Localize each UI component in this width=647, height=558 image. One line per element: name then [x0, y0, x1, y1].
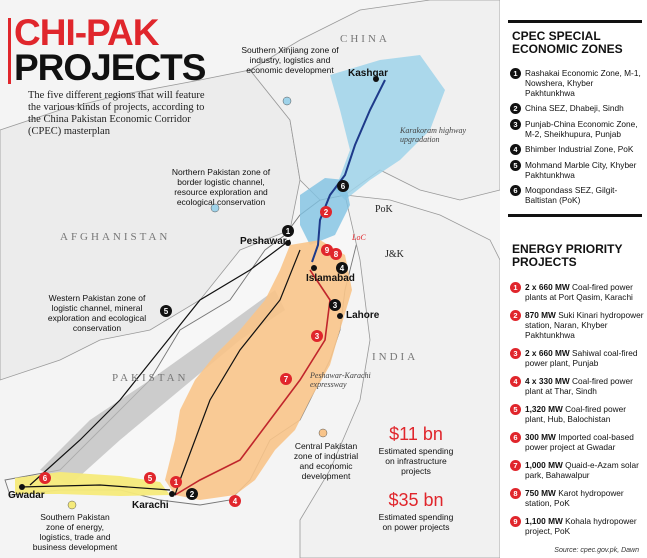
energy-capacity: 300 MW — [525, 432, 556, 442]
spending-label-infra: Estimated spending on infrastructure projects — [378, 446, 454, 476]
sez-item-text: China SEZ, Dhabeji, Sindh — [525, 103, 624, 113]
panel-rule-top — [508, 20, 642, 23]
sez-marker-6 — [337, 180, 349, 192]
energy-item-body — [525, 432, 644, 452]
sez-marker-3 — [329, 299, 341, 311]
note-xinjiang: Southern Xinjiang zone of industry, logistics and economic development — [241, 45, 339, 75]
country-india: INDIA — [372, 351, 419, 363]
note-southern: Southern Pakistan zone of energy, logistics, trade and business development — [32, 512, 118, 552]
energy-item-body — [525, 348, 644, 368]
energy-marker-3 — [311, 330, 323, 342]
sez-number-badge: 2 — [510, 103, 521, 114]
source-note: Source: cpec.gov.pk, Dawn — [554, 547, 639, 554]
spending-amount-power: $35 bn — [388, 490, 444, 510]
svg-text:7: 7 — [283, 375, 289, 384]
city-kashgar: Kashgar — [348, 68, 389, 79]
sez-item — [510, 144, 644, 155]
energy-number-badge: 1 — [510, 282, 521, 293]
energy-number-badge: 2 — [510, 310, 521, 321]
country-afghanistan: AFGHANISTAN — [60, 231, 171, 243]
energy-marker-6 — [39, 472, 51, 484]
note-western: Western Pakistan zone of logistic channel, mineral exploration and ecological conservation — [47, 293, 147, 333]
svg-text:5: 5 — [163, 307, 169, 316]
svg-text:1: 1 — [285, 227, 291, 236]
energy-item-body — [525, 404, 644, 424]
energy-capacity: 2 x 660 MW — [525, 282, 570, 292]
sez-item-text: Moqpondass SEZ, Gilgit-Baltistan (PoK) — [525, 185, 618, 205]
energy-marker-5 — [144, 472, 156, 484]
sez-item-text: Bhimber Industrial Zone, PoK — [525, 144, 634, 154]
svg-text:2: 2 — [189, 490, 195, 499]
energy-number-badge: 8 — [510, 488, 521, 499]
energy-capacity: 870 MW — [525, 310, 556, 320]
spending-label-power: Estimated spending on power projects — [378, 512, 454, 532]
energy-item — [510, 310, 644, 340]
energy-number-badge: 6 — [510, 432, 521, 443]
sez-list — [510, 68, 644, 210]
svg-text:6: 6 — [340, 182, 346, 191]
country-pakistan: PAKISTAN — [112, 372, 189, 384]
energy-capacity: 750 MW — [525, 488, 556, 498]
city-karachi: Karachi — [132, 500, 169, 511]
energy-marker-2 — [320, 206, 332, 218]
sez-number-badge: 1 — [510, 68, 521, 79]
city-peshawar: Peshawar — [240, 236, 287, 247]
energy-item-text: Quaid-e-Azam solar park, Bahawalpur — [525, 460, 639, 480]
islamabad-dot — [311, 265, 317, 271]
sez-number-badge: 6 — [510, 185, 521, 196]
subtitle: The five different regions that will feature the various kinds of projects, according to the China Pakistan Economic Corridor (CPEC) masterplan — [28, 90, 205, 137]
sez-item — [510, 160, 644, 180]
energy-item-text: Sahiwal coal-fired power plant, Punjab — [525, 348, 638, 368]
energy-item-text: Imported coal-based power project at Gwadar — [525, 432, 634, 452]
sez-item — [510, 68, 644, 98]
expressway-label: Peshawar-Karachi expressway — [310, 371, 371, 389]
svg-text:1: 1 — [173, 478, 179, 487]
sez-item — [510, 185, 644, 205]
sez-item-text: Mohmand Marble City, Khyber Pakhtunkhwa — [525, 160, 637, 180]
energy-item-text: Suki Kinari hydropower station, Naran, Khyber Pakhtunkhwa — [525, 310, 644, 340]
energy-item — [510, 432, 644, 452]
energy-item-body — [525, 310, 644, 340]
energy-capacity: 1,100 MW — [525, 516, 563, 526]
region-jk: J&K — [385, 249, 404, 260]
xinjiang-note-marker — [283, 97, 291, 105]
energy-heading: ENERGY PRIORITY PROJECTS — [512, 242, 623, 269]
energy-number-badge: 4 — [510, 376, 521, 387]
energy-marker-1 — [170, 476, 182, 488]
sez-number-badge: 3 — [510, 119, 521, 130]
energy-marker-9 — [321, 244, 333, 256]
energy-item-text: Coal-fired power plants at Port Qasim, Karachi — [525, 282, 633, 302]
svg-text:6: 6 — [42, 474, 48, 483]
sez-item — [510, 119, 644, 139]
energy-item — [510, 516, 644, 536]
central-note-marker — [319, 429, 327, 437]
city-lahore: Lahore — [346, 310, 380, 321]
lahore-dot — [337, 313, 343, 319]
energy-item-body — [525, 488, 644, 508]
karachi-dot — [169, 491, 175, 497]
svg-text:5: 5 — [147, 474, 153, 483]
sez-number-badge: 4 — [510, 144, 521, 155]
svg-text:8: 8 — [333, 250, 339, 259]
energy-item-body — [525, 516, 644, 536]
city-gwadar: Gwadar — [8, 490, 45, 501]
sez-marker-5 — [160, 305, 172, 317]
energy-capacity: 2 x 660 MW — [525, 348, 570, 358]
energy-capacity: 4 x 330 MW — [525, 376, 570, 386]
svg-text:4: 4 — [339, 264, 345, 273]
sez-item-text: Rashakai Economic Zone, M-1, Nowshera, Khyber Pakhtunkhwa — [525, 68, 641, 98]
energy-item — [510, 460, 644, 480]
energy-item — [510, 282, 644, 302]
sez-marker-2 — [186, 488, 198, 500]
city-islamabad: Islamabad — [306, 273, 355, 284]
panel-rule-mid — [508, 214, 642, 217]
energy-marker-7 — [280, 373, 292, 385]
svg-text:2: 2 — [323, 208, 329, 217]
country-china: CHINA — [340, 33, 390, 45]
energy-number-badge: 3 — [510, 348, 521, 359]
svg-text:4: 4 — [232, 497, 238, 506]
title-line-1: CHI-PAK — [14, 12, 159, 53]
energy-item — [510, 376, 644, 396]
energy-item-body — [525, 460, 644, 480]
energy-capacity: 1,320 MW — [525, 404, 563, 414]
energy-item-body — [525, 282, 644, 302]
sez-heading: CPEC SPECIAL ECONOMIC ZONES — [512, 29, 623, 56]
southern-note-marker — [68, 501, 76, 509]
spending-amount-infra: $11 bn — [389, 424, 443, 444]
energy-item-text: Coal-fired power plant, Hub, Balochistan — [525, 404, 626, 424]
note-northern: Northern Pakistan zone of border logistic channel, resource exploration and ecological conservation — [171, 167, 271, 207]
sez-item — [510, 103, 644, 114]
note-central: Central Pakistan zone of industrial and economic development — [293, 441, 359, 481]
energy-item-text: Kohala hydropower project, PoK — [525, 516, 637, 536]
energy-item-text: Coal-fired power plant at Thar, Sindh — [525, 376, 633, 396]
region-loc: LoC — [352, 233, 366, 242]
region-pok: PoK — [375, 204, 393, 215]
energy-list — [510, 282, 644, 544]
energy-number-badge: 7 — [510, 460, 521, 471]
energy-marker-4 — [229, 495, 241, 507]
energy-item-text: Karot hydropower station, PoK — [525, 488, 624, 508]
sez-number-badge: 5 — [510, 160, 521, 171]
title-accent-bar — [8, 18, 11, 84]
energy-item — [510, 488, 644, 508]
energy-item-body — [525, 376, 644, 396]
energy-item — [510, 404, 644, 424]
svg-text:3: 3 — [314, 332, 320, 341]
energy-number-badge: 5 — [510, 404, 521, 415]
svg-text:9: 9 — [324, 246, 330, 255]
title-line-2: PROJECTS — [14, 47, 206, 88]
energy-item — [510, 348, 644, 368]
sez-item-text: Punjab-China Economic Zone, M-2, Sheikhupura, Punjab — [525, 119, 638, 139]
karakoram-label: Karakoram highway upgradation — [400, 126, 466, 144]
energy-capacity: 1,000 MW — [525, 460, 563, 470]
svg-text:3: 3 — [332, 301, 338, 310]
energy-number-badge: 9 — [510, 516, 521, 527]
